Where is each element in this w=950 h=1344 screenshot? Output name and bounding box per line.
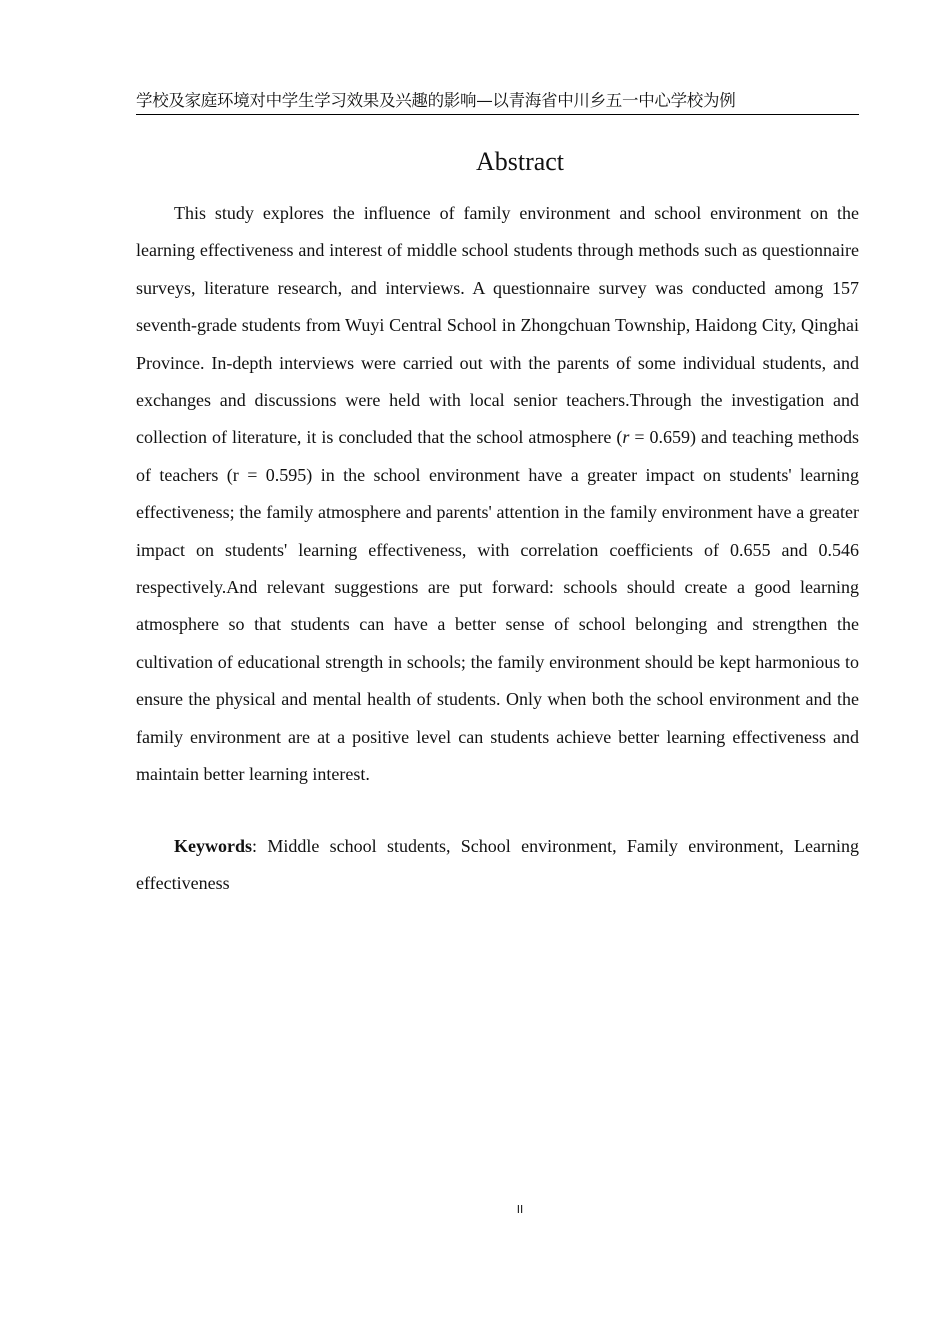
abstract-text-part1: This study explores the influence of family environment and school environment on the learning effectiveness and interest of middle school students through methods such as questionnaire surveys, literature research, and interviews. A questionnaire survey was conducted among 157 seventh-grade students from Wuyi Central School in Zhongchuan Township, Haidong City, Qinghai Province. In-depth interviews were carried out with the parents of some individual students, and exchanges and discussions were held with local senior teachers.Through the investigation and collection of literature, it is concluded that the school atmosphere ( [136,203,859,448]
abstract-text-part2: = 0.659) and teaching methods of teachers (r = 0.595) in the school environment have a greater impact on students' learning effectiveness; the family atmosphere and parents' attention in the family environment have a greater impact on students' learning effectiveness, with correlation coefficients of 0.655 and 0.546 respectively.And relevant suggestions are put forward: schools should create a good learning atmosphere so that students can have a better sense of school belonging and strengthen the cultivation of educational strength in schools; the family environment should be kept harmonious to ensure the physical and mental health of students. Only when both the school environment and the family environment are at a positive level can students achieve better learning effectiveness and maintain better learning interest. [136,427,860,785]
page-number: II [516,1203,524,1216]
keywords-label: Keywords [174,836,252,856]
keywords-text: : Middle school students, School environment, Family environment, Learning effectiveness [136,836,859,894]
abstract-paragraph [136,195,859,794]
abstract-title: Abstract [475,147,565,176]
correlation-symbol: r [622,427,630,448]
keywords-paragraph [136,828,859,903]
running-header: 学校及家庭环境对中学生学习效果及兴趣的影响—以青海省中川乡五一中心学校为例 [136,88,859,115]
